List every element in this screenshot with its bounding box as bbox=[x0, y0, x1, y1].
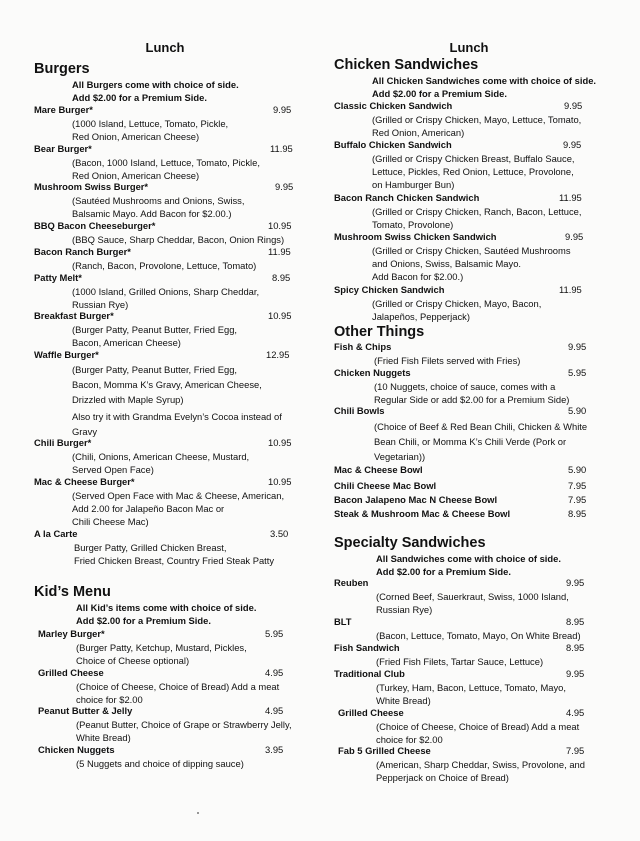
kids-menu-note: All Kid’s items come with choice of side. Add $2.00 for a Premium Side. bbox=[76, 602, 257, 626]
menu-item-blt: BLT 8.95 bbox=[334, 616, 585, 627]
menu-item-reuben: Reuben 9.95 bbox=[334, 577, 585, 588]
item-description: (Grilled or Crispy Chicken Breast, Buffalo Sauce, Lettuce, Pickles, Red Onion, Lettuce, Provolone, on Hamburger Bun) bbox=[372, 153, 575, 190]
item-description: (1000 Island, Lettuce, Tomato, Pickle, Red Onion, American Cheese) bbox=[72, 118, 229, 142]
menu-item-kids-grilled-cheese: Grilled Cheese 4.95 bbox=[38, 667, 284, 678]
item-description: (Ranch, Bacon, Provolone, Lettuce, Tomato) bbox=[72, 260, 257, 271]
menu-item-bbq-bacon-cheeseburger: BBQ Bacon Cheeseburger* 10.95 bbox=[34, 220, 292, 231]
burgers-heading: Burgers bbox=[34, 61, 90, 77]
menu-item-peanut-butter-jelly: Peanut Butter & Jelly 4.95 bbox=[38, 705, 284, 716]
menu-item-buffalo-chicken-sandwich: Buffalo Chicken Sandwich 9.95 bbox=[334, 139, 582, 150]
burgers-note: All Burgers come with choice of side. Add $2.00 for a Premium Side. bbox=[72, 79, 239, 103]
menu-item-bacon-ranch-chicken-sandwich: Bacon Ranch Chicken Sandwich 11.95 bbox=[334, 192, 582, 203]
menu-item-spicy-chicken-sandwich: Spicy Chicken Sandwich 11.95 bbox=[334, 284, 582, 295]
menu-item-traditional-club: Traditional Club 9.95 bbox=[334, 668, 585, 679]
scan-speck bbox=[197, 812, 199, 814]
item-description: (Choice of Cheese, Choice of Bread) Add a meat choice for $2.00 bbox=[76, 681, 280, 705]
item-description: (10 Nuggets, choice of sauce, comes with a Regular Side or add $2.00 for a Premium Side) bbox=[374, 381, 570, 405]
menu-item-chicken-nuggets: Chicken Nuggets 5.95 bbox=[334, 367, 587, 378]
item-description: (Chili, Onions, American Cheese, Mustard, Served Open Face) bbox=[72, 451, 250, 475]
item-description: (Fried Fish Filets, Tartar Sauce, Lettuce) bbox=[376, 656, 544, 667]
item-description: (Choice of Beef & Red Bean Chili, Chicken & White Bean Chili, or Momma K’s Chili Verde (Pork or Vegetarian)) bbox=[374, 421, 588, 462]
item-description: (Corned Beef, Sauerkraut, Swiss, 1000 Island, Russian Rye) bbox=[376, 591, 569, 615]
item-description: (American, Sharp Cheddar, Swiss, Provolone, and Pepperjack on Choice of Bread) bbox=[376, 759, 585, 783]
menu-item-fish-sandwich: Fish Sandwich 8.95 bbox=[334, 642, 585, 653]
menu-item-grilled-cheese: Grilled Cheese 4.95 bbox=[338, 707, 585, 718]
item-description: (Grilled or Crispy Chicken, Mayo, Bacon, Jalapeños, Pepperjack) bbox=[372, 298, 542, 322]
menu-item-chili-cheese-mac-bowl: Chili Cheese Mac Bowl 7.95 bbox=[334, 480, 587, 491]
menu-item-bacon-jalapeno-mac-bowl: Bacon Jalapeno Mac N Cheese Bowl 7.95 bbox=[334, 494, 587, 505]
item-description: (Peanut Butter, Choice of Grape or Strawberry Jelly, White Bread) bbox=[76, 719, 292, 743]
menu-item-marley-burger: Marley Burger* 5.95 bbox=[38, 628, 284, 639]
item-description: (Bacon, 1000 Island, Lettuce, Tomato, Pickle, Red Onion, American Cheese) bbox=[72, 157, 260, 181]
item-description: (Burger Patty, Peanut Butter, Fried Egg, Bacon, Momma K’s Gravy, American Cheese, Drizzled with Maple Syrup) Also try it with Grandma Evelyn’s Cocoa instead of Gravy bbox=[72, 364, 282, 437]
item-description: (1000 Island, Grilled Onions, Sharp Cheddar, Russian Rye) bbox=[72, 286, 260, 310]
item-description: (5 Nuggets and choice of dipping sauce) bbox=[76, 758, 244, 769]
kids-menu-heading: Kid’s Menu bbox=[34, 584, 111, 600]
menu-item-breakfast-burger: Breakfast Burger* 10.95 bbox=[34, 310, 292, 321]
other-things-heading: Other Things bbox=[334, 324, 425, 340]
menu-item-steak-mushroom-mac-bowl: Steak & Mushroom Mac & Cheese Bowl 8.95 bbox=[334, 508, 587, 519]
menu-item-mushroom-swiss-chicken-sandwich: Mushroom Swiss Chicken Sandwich 9.95 bbox=[334, 231, 584, 242]
menu-item-classic-chicken-sandwich: Classic Chicken Sandwich 9.95 bbox=[334, 100, 583, 111]
menu-item-kids-chicken-nuggets: Chicken Nuggets 3.95 bbox=[38, 744, 284, 755]
menu-item-fab-5-grilled-cheese: Fab 5 Grilled Cheese 7.95 bbox=[338, 745, 585, 756]
menu-item-mare-burger: Mare Burger* 9.95 bbox=[34, 104, 292, 115]
item-description: (BBQ Sauce, Sharp Cheddar, Bacon, Onion Rings) bbox=[72, 234, 285, 245]
specialty-sandwiches-heading: Specialty Sandwiches bbox=[334, 535, 486, 551]
menu-item-patty-melt: Patty Melt* 8.95 bbox=[34, 272, 291, 283]
menu-item-bear-burger: Bear Burger* 11.95 bbox=[34, 143, 293, 154]
menu-item-mushroom-swiss-burger: Mushroom Swiss Burger* 9.95 bbox=[34, 181, 294, 192]
menu-item-mac-cheese-burger: Mac & Cheese Burger* 10.95 bbox=[34, 476, 292, 487]
menu-item-fish-chips: Fish & Chips 9.95 bbox=[334, 341, 587, 352]
item-description: (Burger Patty, Ketchup, Mustard, Pickles, Choice of Cheese optional) bbox=[76, 642, 247, 666]
item-description: (Grilled or Crispy Chicken, Sautéed Mushrooms and Onions, Swiss, Balsamic Mayo. Add Bacon for $2.00.) bbox=[372, 245, 571, 282]
menu-item-bacon-ranch-burger: Bacon Ranch Burger* 11.95 bbox=[34, 246, 291, 257]
menu-item-mac-cheese-bowl: Mac & Cheese Bowl 5.90 bbox=[334, 464, 587, 475]
menu-item-chili-bowls: Chili Bowls 5.90 bbox=[334, 405, 587, 416]
lunch-title: Lunch bbox=[449, 40, 489, 55]
chicken-sandwiches-heading: Chicken Sandwiches bbox=[334, 57, 479, 73]
item-description: (Grilled or Crispy Chicken, Mayo, Lettuce, Tomato, Red Onion, American) bbox=[372, 114, 582, 138]
lunch-title: Lunch bbox=[145, 40, 185, 55]
menu-item-chili-burger: Chili Burger* 10.95 bbox=[34, 437, 292, 448]
item-description: (Served Open Face with Mac & Cheese, American, Add 2.00 for Jalapeño Bacon Mac or Chili Cheese Mac) bbox=[72, 490, 285, 527]
item-description: (Turkey, Ham, Bacon, Lettuce, Tomato, Mayo, White Bread) bbox=[376, 682, 567, 706]
item-description: (Choice of Cheese, Choice of Bread) Add a meat choice for $2.00 bbox=[376, 721, 580, 745]
item-description: (Bacon, Lettuce, Tomato, Mayo, On White Bread) bbox=[376, 630, 581, 641]
specialty-sandwiches-note: All Sandwiches come with choice of side. Add $2.00 for a Premium Side. bbox=[376, 553, 561, 577]
item-description: Burger Patty, Grilled Chicken Breast, Fried Chicken Breast, Country Fried Steak Patty bbox=[74, 542, 275, 566]
menu-item-a-la-carte: A la Carte 3.50 bbox=[34, 528, 289, 539]
menu-item-waffle-burger: Waffle Burger* 12.95 bbox=[34, 349, 290, 360]
item-description: (Fried Fish Filets served with Fries) bbox=[374, 355, 521, 366]
item-description: (Grilled or Crispy Chicken, Ranch, Bacon, Lettuce, Tomato, Provolone) bbox=[372, 206, 582, 230]
item-description: (Sautéed Mushrooms and Onions, Swiss, Balsamic Mayo. Add Bacon for $2.00.) bbox=[72, 195, 245, 219]
chicken-sandwiches-note: All Chicken Sandwiches come with choice of side. Add $2.00 for a Premium Side. bbox=[372, 75, 597, 99]
item-description: (Burger Patty, Peanut Butter, Fried Egg, Bacon, American Cheese) bbox=[72, 324, 238, 348]
